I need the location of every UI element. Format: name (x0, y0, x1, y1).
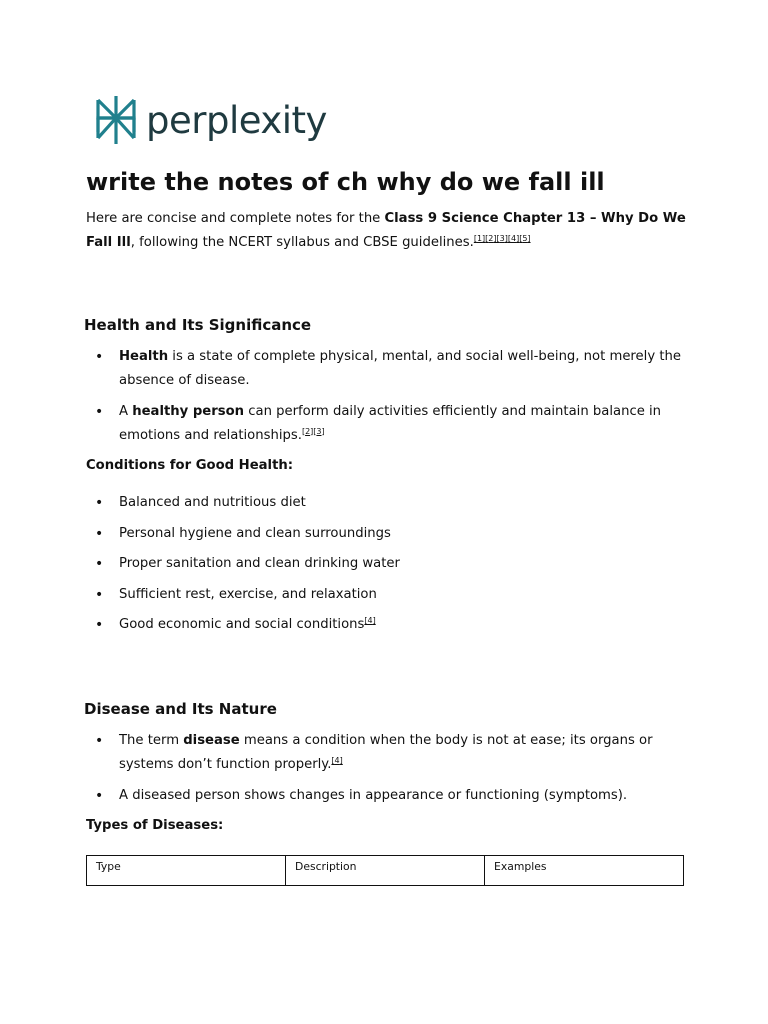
disease-types-table (86, 855, 684, 886)
list-item (86, 400, 686, 448)
list-item: • Sufficient rest, exercise, and relaxation (86, 583, 686, 607)
citation-link[interactable]: [1] (473, 234, 486, 243)
health-bullet-list (86, 345, 686, 454)
intro-text-before: Here are concise and complete notes for the (86, 211, 385, 226)
citation-link[interactable]: [2] (485, 234, 497, 243)
list-item (86, 784, 686, 808)
list-item (86, 729, 686, 777)
list-item: • Personal hygiene and clean surroundings (86, 522, 686, 546)
citation-group (364, 616, 375, 625)
perplexity-logo (94, 94, 327, 146)
citation-group (302, 427, 325, 436)
table-header-cell: Type (87, 856, 286, 886)
citation-link[interactable]: [4] (507, 234, 520, 243)
intro-text-after: , following the NCERT syllabus and CBSE guidelines. (130, 235, 474, 250)
logo-wordmark: perplexity (146, 98, 327, 142)
table-header-cell: Description (286, 856, 485, 886)
table-header-cell: Examples (485, 856, 684, 886)
list-item: • Proper sanitation and clean drinking water (86, 552, 686, 576)
bullet-text: is a state of complete physical, mental, and social well-being, not merely the absence of disease. (119, 349, 681, 388)
citation-link[interactable]: [4] (331, 756, 343, 765)
perplexity-logo-icon (94, 94, 138, 146)
list-item (86, 345, 686, 393)
citation-group (474, 234, 531, 243)
bullet-bold-term: Health (119, 349, 169, 364)
bullet-bold-term: healthy person (132, 403, 245, 419)
bullet-prefix: The term (119, 733, 184, 748)
citation-group (331, 756, 342, 765)
citation-link[interactable]: [4] (364, 616, 376, 625)
list-item: • Balanced and nutritious diet (86, 491, 686, 515)
citation-link[interactable]: [2] (301, 426, 314, 436)
bullet-prefix: A (119, 403, 133, 419)
section-heading-disease: Disease and Its Nature (84, 700, 277, 718)
bullet-bold-term: disease (183, 733, 240, 748)
intro-bold-text: Class 9 Science Chapter 13 – Why Do We Fall Ill (86, 211, 686, 250)
intro-paragraph (86, 207, 686, 255)
section-heading-health: Health and Its Significance (84, 316, 312, 334)
page-title: write the notes of ch why do we fall ill (86, 168, 605, 196)
citation-link[interactable]: [3] (313, 426, 325, 436)
list-item: • Good economic and social conditions[4] (86, 613, 686, 637)
citation-link[interactable]: [3] (496, 234, 508, 243)
table-header-row (87, 856, 684, 886)
bullet-text: can perform daily activities efficiently and maintain balance in emotions and relationships. (119, 403, 662, 443)
conditions-list (86, 491, 686, 644)
conditions-heading: Conditions for Good Health: (86, 458, 294, 473)
types-heading: Types of Diseases: (86, 818, 224, 833)
bullet-text: means a condition when the body is not at ease; its organs or systems don’t function properly. (119, 733, 653, 772)
citation-link[interactable]: [5] (519, 234, 531, 243)
disease-bullet-list (86, 729, 686, 814)
bullet-text: A diseased person shows changes in appearance or functioning (symptoms). (119, 787, 628, 803)
